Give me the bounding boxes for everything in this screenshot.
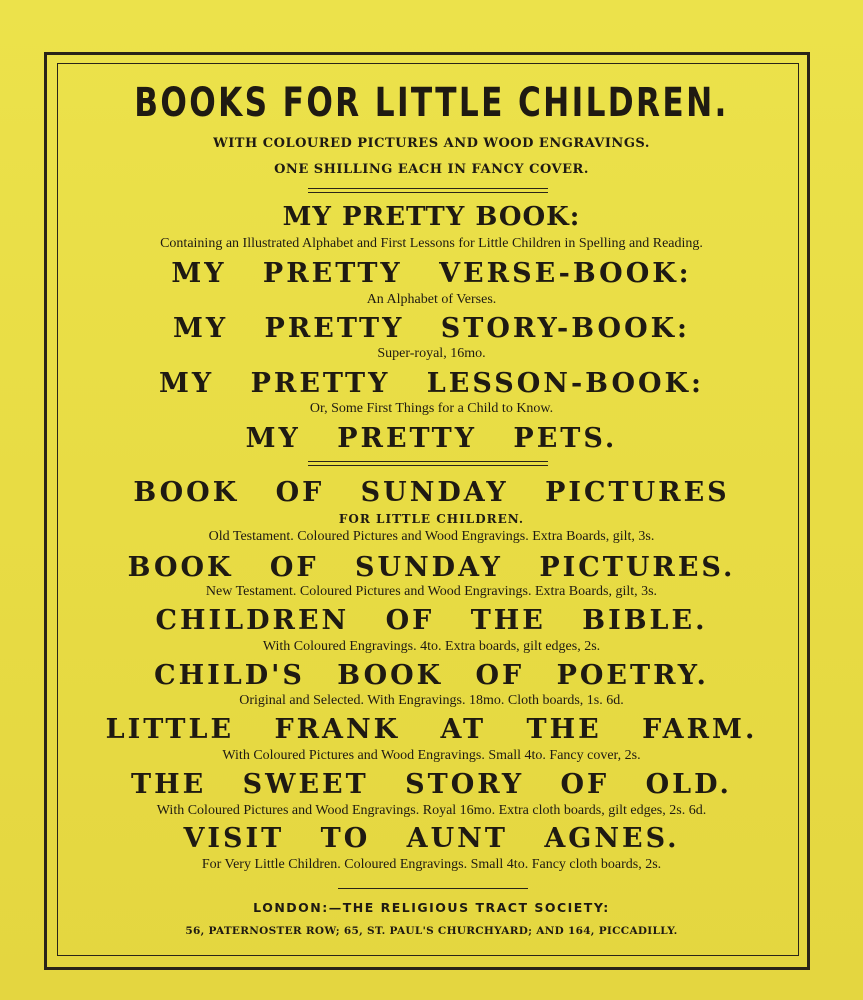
book-description: Old Testament. Coloured Pictures and Wood Engravings. Extra Boards, gilt, 3s. — [208, 529, 655, 544]
book-title: THE SWEET STORY OF OLD. — [131, 769, 732, 800]
divider-footer — [338, 888, 528, 889]
book-description: With Coloured Pictures and Wood Engravings. Small 4to. Fancy cover, 2s. — [222, 748, 641, 763]
book-title: VISIT TO AUNT AGNES. — [183, 823, 680, 854]
book-description: Containing an Illustrated Alphabet and First Lessons for Little Children in Spelling and Reading. — [160, 236, 703, 251]
book-title: CHILDREN OF THE BIBLE. — [155, 605, 708, 636]
book-description: Original and Selected. With Engravings. 18mo. Cloth boards, 1s. 6d. — [239, 693, 624, 708]
book-description: With Coloured Engravings. 4to. Extra boards, gilt edges, 2s. — [262, 639, 601, 654]
book-title: BOOK OF SUNDAY PICTURES — [133, 477, 730, 508]
book-title: MY PRETTY VERSE-BOOK: — [171, 258, 692, 289]
book-title: BOOK OF SUNDAY PICTURES. — [127, 552, 736, 583]
book-title: MY PRETTY BOOK: — [282, 202, 581, 232]
page-title: BOOKS FOR LITTLE CHILDREN. — [134, 80, 729, 126]
book-title: MY PRETTY LESSON-BOOK: — [159, 368, 704, 399]
divider-top — [308, 188, 548, 193]
book-description: Super-royal, 16mo. — [377, 346, 486, 361]
book-subtitle: FOR LITTLE CHILDREN. — [338, 512, 525, 526]
book-title: MY PRETTY PETS. — [245, 423, 618, 454]
subtitle-price: ONE SHILLING EACH IN FANCY COVER. — [274, 162, 589, 177]
address-line: 56, PATERNOSTER ROW; 65, ST. PAUL'S CHURCHYARD; AND 164, PICCADILLY. — [185, 925, 678, 937]
book-title: CHILD'S BOOK OF POETRY. — [154, 660, 709, 691]
book-description: For Very Little Children. Coloured Engravings. Small 4to. Fancy cloth boards, 2s. — [201, 857, 662, 872]
book-description: New Testament. Coloured Pictures and Wood Engravings. Extra Boards, gilt, 3s. — [205, 584, 658, 599]
book-description: With Coloured Pictures and Wood Engravings. Royal 16mo. Extra cloth boards, gilt edges, 2s. 6d. — [156, 803, 707, 818]
subtitle-engravings: WITH COLOURED PICTURES AND WOOD ENGRAVINGS. — [213, 136, 650, 151]
book-description: An Alphabet of Verses. — [366, 292, 497, 307]
publisher-line: LONDON:—THE RELIGIOUS TRACT SOCIETY: — [253, 900, 610, 915]
divider-middle — [308, 461, 548, 466]
book-title: MY PRETTY STORY-BOOK: — [172, 313, 691, 344]
book-title: LITTLE FRANK AT THE FARM. — [105, 714, 758, 745]
book-description: Or, Some First Things for a Child to Know. — [309, 401, 554, 416]
